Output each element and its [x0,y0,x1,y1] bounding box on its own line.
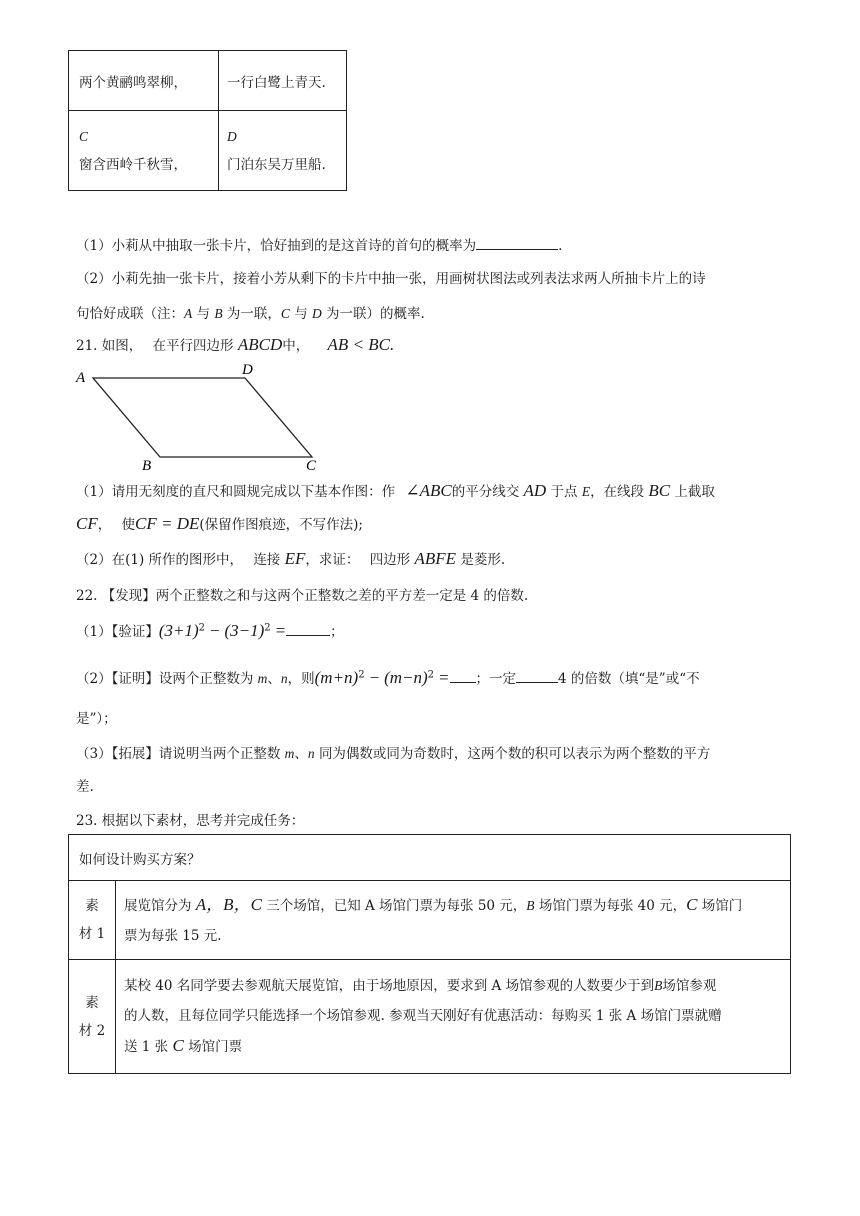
q21-p1-end: 上截取 [674,484,715,500]
exponent-2: 2 [358,669,365,681]
q20-note-end: 为一联）的概率. [326,306,425,322]
material-2-line2: 的人数，且每位同学只能选择一个场馆参观. 参观当天刚好有优惠活动：每购买 1 张 A 场馆门票就赠 [124,1008,722,1024]
material-2-line3 [124,1031,789,1062]
q22-part3-line1 [76,742,710,762]
label-b: B [214,306,223,321]
var-n: n [307,746,315,761]
card-c-label: C [79,128,89,144]
m1-b: B [526,897,535,913]
equation-cf-de: CF = DE [135,514,200,533]
parallelogram-figure [70,360,330,475]
m1-end: 场馆门 [701,897,743,914]
expr-m-plus-n: (m+n) [314,668,359,687]
material-2-line1 [124,971,789,1001]
q23-intro [76,809,304,829]
answer-blank [286,622,330,636]
m2-pre: 某校 40 名同学要去参观航天展览馆，由于场地原因，要求到 A 场馆参观的人数要少于到 [124,978,655,994]
material-1-line2: 票为每张 15 元. [124,927,222,944]
q20-part2-text: （2）小莉先抽一张卡片，接着小芳从剩下的卡片中抽一张，用画树状图法或列表法求两人所抽卡片上的诗 [76,271,706,287]
poem-card-table [68,50,347,191]
q21-p1-mid3: ，在线段 [590,484,645,500]
card-cell-b [219,51,347,111]
card-d-label: D [227,128,237,144]
vertex-a-label: A [76,370,86,386]
parallelogram-shape [93,378,312,457]
materials-table [68,834,791,1074]
material-2-content-cell [116,960,791,1074]
expr-m-minus-n: (m−n) [384,668,428,687]
q21-p2-pre: （2）在(1) 所作的图形中， [76,552,244,568]
q21-qiuzheng: ，求证： [305,552,360,568]
segment-bc: BC [648,481,671,500]
q21-shi: 使 [121,517,136,533]
q22-p1-pre: （1）【验证】 [76,624,159,640]
card-cell-a [69,51,219,111]
q22-intro-text: 22. 【发现】两个正整数之和与这两个正整数之差的平方差一定是 4 的倍数. [76,588,529,604]
q20-part1-text: （1）小莉从中抽取一张卡片，恰好抽到的是这首诗的首句的概率为 [76,238,477,254]
m2-c: C [172,1036,184,1055]
comma: ， [97,517,112,533]
q22-p2-end: 4 的倍数（填“是”或“不 [558,671,700,687]
card-c-text: 窗含西岭千秋雪， [79,156,187,173]
segment-ef: EF [284,549,306,568]
answer-blank [516,669,558,683]
m2-line3-pre: 送 1 张 [124,1039,169,1055]
point-e: E [581,484,591,499]
q21-part1-line2 [76,513,363,534]
q21-abcd: ABCD [237,335,283,354]
vertex-c-label: C [306,458,317,474]
q21-condition: AB < BC. [327,335,395,354]
vertex-d-label: D [242,362,253,378]
q20-note-pre: 句恰好成联（注： [76,306,184,322]
var-n: n [280,671,288,686]
dun-sign: 、 [294,746,308,762]
material-2-label-top: 素 [85,994,99,1011]
q21-rhombus: 是菱形. [460,552,506,568]
equals-sign: = [274,621,287,640]
material-1-label-cell [69,881,116,960]
q23-intro-text: 23. 根据以下素材，思考并完成任务： [76,813,305,829]
card-b-text: 一行白鹭上青天. [227,74,326,91]
q21-p1-mid: 的平分线交 [451,484,520,500]
m1-mid2: 场馆门票为每张 40 元， [538,897,687,914]
var-m: m [257,671,268,686]
material-1-label-top: 素 [85,898,99,914]
q20-part2-line1 [76,267,706,287]
angle-abc: ∠ABC [405,481,452,500]
vertex-b-label: B [142,458,152,474]
q21-p1-line2-end: (保留作图痕迹，不写作法); [199,517,363,533]
label-c: C [280,306,290,321]
card-cell-d [219,111,347,191]
q21-p1-mid2: 于点 [550,484,578,500]
q22-p2-line2: 是”）； [76,711,117,727]
exponent-2: 2 [264,622,271,634]
q22-p3-pre: （3）【拓展】请说明当两个正整数 [76,746,281,762]
q21-lianjie: 连接 [253,552,281,568]
materials-header-cell [69,835,791,881]
q22-part1 [76,620,344,641]
q21-sibianxing: 四边形 [369,552,411,568]
q22-part2-line2 [76,707,117,727]
q20-part1-period: . [558,238,563,254]
q21-part1-line1 [76,480,715,501]
conj-yu: 与 [294,306,308,322]
equals-sign: = [438,668,450,687]
expr-3-plus-1: (3+1) [158,621,199,640]
m1-pre: 展览馆分为 [124,897,192,914]
m1-c: C [686,894,698,914]
material-1-content-cell [116,881,791,960]
exponent-2: 2 [198,622,206,634]
q22-ze: ，则 [287,671,315,687]
q20-part2-line2 [76,302,425,322]
minus-sign: − [368,668,381,687]
card-cell-c [69,111,219,191]
m2-end: 场馆参观 [662,978,717,994]
card-d-text: 门泊东吴万里船. [227,156,326,173]
q22-part3-line2 [76,775,94,795]
minus-sign: − [209,621,221,640]
exponent-2: 2 [427,669,435,681]
q21-part2 [76,548,505,569]
m2-b: B [654,978,663,993]
q21-number: 21. 如图， [76,338,143,354]
q22-p2-mid: ；一定 [475,671,517,687]
q22-p2-pre: （2）【证明】设两个正整数为 [76,671,254,687]
material-1-label-bottom: 材 1 [78,926,106,942]
q20-note-mid: 为一联， [226,306,281,322]
material-2-label-cell [69,960,116,1074]
materials-header: 如何设计购买方案？ [79,851,201,868]
material-2-label-bottom: 材 2 [78,1022,106,1039]
m2-line3-end: 场馆门票 [188,1039,243,1055]
expr-3-minus-1: (3−1) [224,621,265,640]
segment-ad: AD [523,481,547,500]
var-m: m [284,746,295,761]
answer-blank [450,669,476,683]
m1-abc: A，B，C [195,894,262,914]
segment-cf: CF [76,514,98,533]
q22-part2-line1 [76,667,700,688]
m1-mid: 三个场馆，已知 A 场馆门票为每张 50 元， [266,897,527,914]
material-1-line1 [124,890,789,921]
q21-zhong: 中， [282,338,310,354]
label-a: A [184,306,193,321]
card-a-text: 两个黄鹂鸣翠柳， [79,74,187,91]
conj-yu: 与 [196,306,211,322]
q22-p3-end: 同为偶数或同为奇数时，这两个数的积可以表示为两个整数的平方 [318,746,711,762]
q22-intro [76,584,528,604]
dun-sign: 、 [267,671,281,687]
q22-p3-line2: 差. [76,779,94,795]
q21-stem [76,334,394,355]
q22-p1-end: ； [330,624,344,640]
q21-in-text: 在平行四边形 [152,338,234,354]
q21-p1-pre: （1）请用无刻度的直尺和圆规完成以下基本作图：作 [76,484,396,500]
answer-blank [476,236,558,250]
q20-part1 [76,234,562,254]
label-d: D [312,306,322,321]
quad-abfe: ABFE [414,549,457,568]
